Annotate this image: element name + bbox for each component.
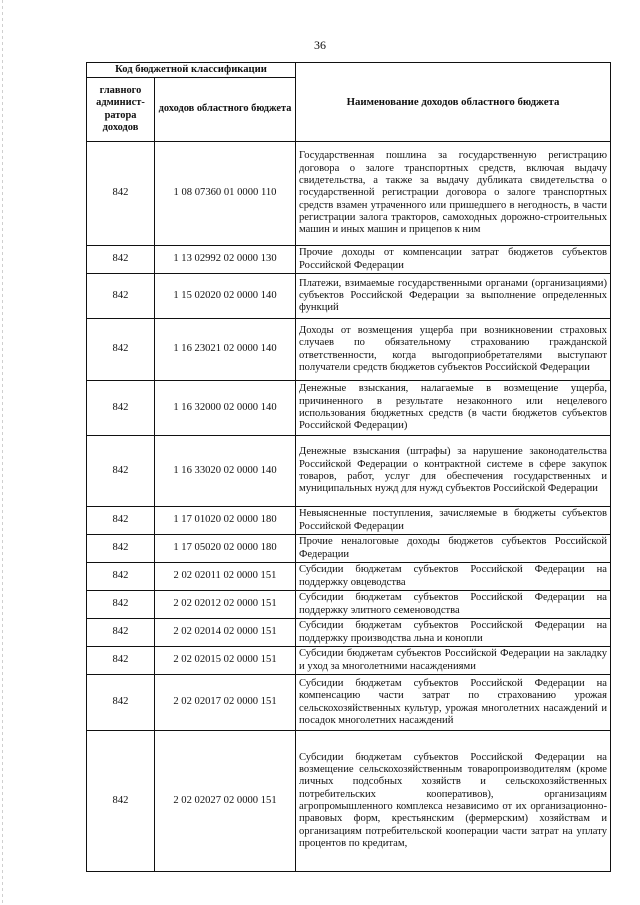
income-name-cell: Доходы от возмещения ущерба при возникновении страховых случаев по обязательному страхованию гражданской ответственности, когда выгодоприобретателями выступают получатели средств бюджетов субъектов Российской Федерации [296,319,611,381]
income-code-cell: 2 02 02011 02 0000 151 [155,563,296,591]
table-row [87,731,611,872]
admin-code-cell: 842 [87,142,155,246]
page-number: 36 [314,38,326,52]
income-name-cell: Субсидии бюджетам субъектов Российской Федерации на поддержку элитного семеноводства [296,591,611,619]
income-code-cell: 1 15 02020 02 0000 140 [155,274,296,319]
income-name-cell: Субсидии бюджетам субъектов Российской Федерации на возмещение сельскохозяйственным товаропроизводителям (кроме личных подсобных хозяйств и сельскохозяйственных потребительских кооперативов), организациям агропромышленного комплекса независимо от их организационно-правовых форм, крестьянским (фермерским) хозяйствам и организациям потребительской кооперации части затрат на уплату процентов по кредитам, [296,731,611,872]
income-code-cell: 2 02 02012 02 0000 151 [155,591,296,619]
income-code-cell: 2 02 02017 02 0000 151 [155,675,296,731]
admin-code-cell: 842 [87,319,155,381]
income-code-cell: 1 08 07360 01 0000 110 [155,142,296,246]
income-code-cell: 1 17 05020 02 0000 180 [155,535,296,563]
table-row [87,319,611,381]
table-row [87,675,611,731]
budget-classification-table [86,62,611,872]
income-name-cell: Прочие доходы от компенсации затрат бюджетов субъектов Российской Федерации [296,246,611,274]
admin-code-cell: 842 [87,647,155,675]
income-name-cell: Денежные взыскания, налагаемые в возмещение ущерба, причиненного в результате незаконного или нецелевого использования бюджетных средств (в части бюджетов субъектов Российской Федерации) [296,381,611,436]
table-row [87,507,611,535]
income-name-cell: Субсидии бюджетам субъектов Российской Федерации на компенсацию части затрат по страхованию урожая сельскохозяйственных культур, урожая многолетних насаждений и посадок многолетних насаждений [296,675,611,731]
table-row [87,381,611,436]
income-name-cell: Субсидии бюджетам субъектов Российской Федерации на закладку и уход за многолетними насаждениями [296,647,611,675]
income-code-cell: 1 13 02992 02 0000 130 [155,246,296,274]
header-main-administrator: главного админист-ратора доходов [87,78,155,142]
income-code-cell: 1 16 32000 02 0000 140 [155,381,296,436]
table-row [87,274,611,319]
table-row [87,436,611,507]
admin-code-cell: 842 [87,246,155,274]
income-code-cell: 1 16 23021 02 0000 140 [155,319,296,381]
admin-code-cell: 842 [87,507,155,535]
income-code-cell: 1 16 33020 02 0000 140 [155,436,296,507]
income-code-cell: 1 17 01020 02 0000 180 [155,507,296,535]
income-name-cell: Субсидии бюджетам субъектов Российской Федерации на поддержку овцеводства [296,563,611,591]
header-budget-classification-code: Код бюджетной классификации [87,63,296,78]
admin-code-cell: 842 [87,731,155,872]
admin-code-cell: 842 [87,591,155,619]
table-row [87,246,611,274]
admin-code-cell: 842 [87,535,155,563]
table-row [87,535,611,563]
income-name-cell: Невыясненные поступления, зачисляемые в бюджеты субъектов Российской Федерации [296,507,611,535]
table-row [87,563,611,591]
income-name-cell: Денежные взыскания (штрафы) за нарушение законодательства Российской Федерации о контрактной системе в сфере закупок товаров, работ, услуг для обеспечения государственных и муниципальных нужд для нужд субъектов Российской Федерации [296,436,611,507]
admin-code-cell: 842 [87,563,155,591]
header-income-name: Наименование доходов областного бюджета [296,63,611,142]
admin-code-cell: 842 [87,274,155,319]
table-row [87,647,611,675]
income-code-cell: 2 02 02015 02 0000 151 [155,647,296,675]
admin-code-cell: 842 [87,436,155,507]
income-code-cell: 2 02 02027 02 0000 151 [155,731,296,872]
admin-code-cell: 842 [87,381,155,436]
table-row [87,142,611,246]
table-row [87,619,611,647]
income-name-cell: Платежи, взимаемые государственными органами (организациями) субъектов Российской Федерации за выполнение определенных функций [296,274,611,319]
table-row [87,591,611,619]
scan-edge [2,0,3,905]
income-code-cell: 2 02 02014 02 0000 151 [155,619,296,647]
income-name-cell: Государственная пошлина за государственную регистрацию договора о залоге транспортных средств, включая выдачу свидетельства, а также за выдачу дубликата свидетельства о государственной регистрации договора о залоге транспортных средств взамен утраченного или пришедшего в негодность, в части регистрации залога тракторов, самоходных дорожно-строительных машин и иных машин и прицепов к ним [296,142,611,246]
income-name-cell: Субсидии бюджетам субъектов Российской Федерации на поддержку производства льна и конопли [296,619,611,647]
header-regional-income: доходов областного бюджета [155,78,296,142]
admin-code-cell: 842 [87,619,155,647]
admin-code-cell: 842 [87,675,155,731]
income-name-cell: Прочие неналоговые доходы бюджетов субъектов Российской Федерации [296,535,611,563]
